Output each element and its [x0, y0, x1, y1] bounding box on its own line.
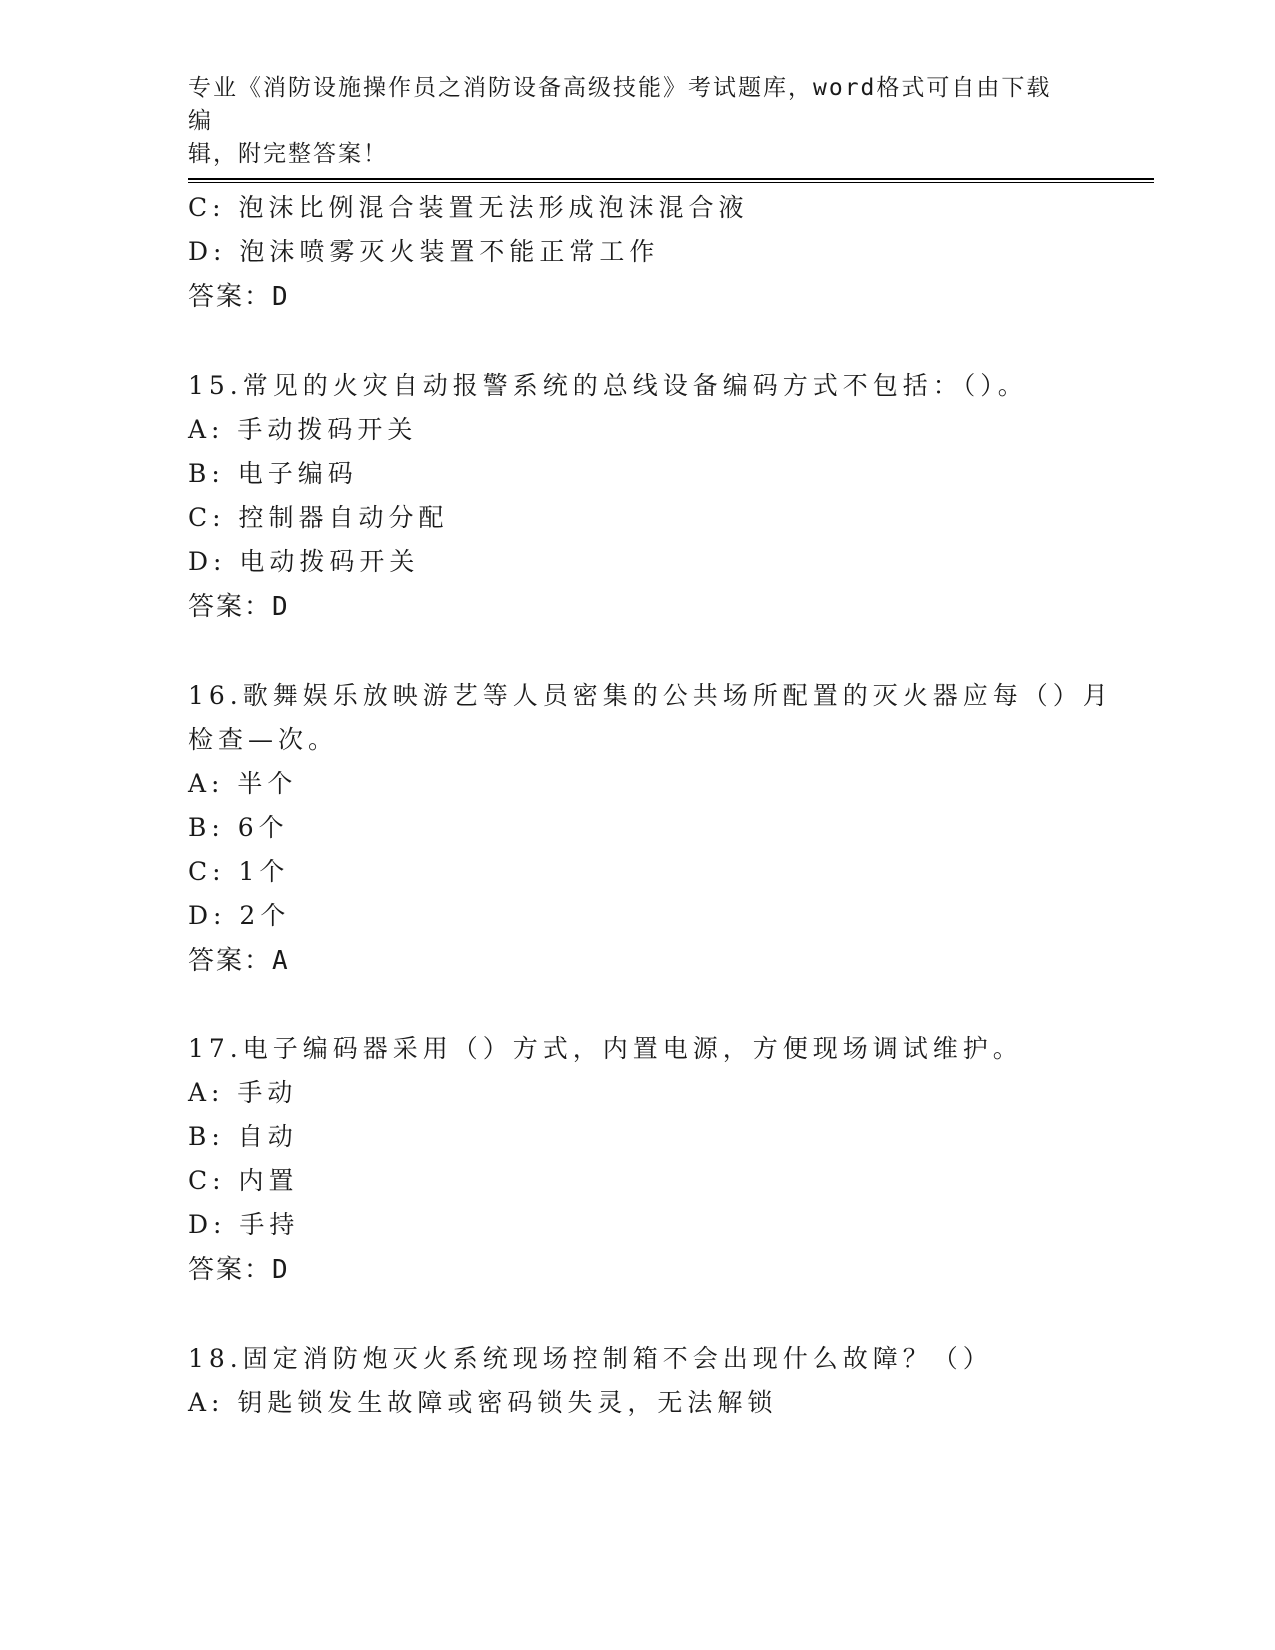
question-17-answer	[188, 1254, 290, 1286]
answer-value: D	[272, 1255, 290, 1285]
answer-value: A	[272, 946, 290, 976]
question-17-option-c: C: 内置	[188, 1166, 299, 1195]
question-16-option-a: A: 半个	[188, 769, 298, 798]
question-16-option-d: D: 2个	[188, 901, 291, 930]
question-15-answer	[188, 591, 290, 623]
question-16-stem-line-2: 检查—次。	[188, 725, 339, 754]
header-line-2: 辑，附完整答案！	[188, 141, 388, 167]
question-17-stem: 17.电子编码器采用（）方式，内置电源，方便现场调试维护。	[188, 1034, 1023, 1063]
header-divider-thick	[188, 178, 1154, 180]
question-17-option-d: D: 手持	[188, 1210, 300, 1239]
answer-label: 答案：	[188, 282, 273, 312]
question-18-option-a: A: 钥匙锁发生故障或密码锁失灵，无法解锁	[188, 1388, 778, 1417]
header-line-1: 专业《消防设施操作员之消防设备高级技能》考试题库，word格式可自由下载编	[188, 75, 1052, 134]
header-divider-thin	[188, 182, 1154, 183]
prev-option-c: C: 泡沫比例混合装置无法形成泡沫混合液	[188, 193, 749, 222]
answer-value: D	[272, 592, 290, 622]
question-17-option-a: A: 手动	[188, 1078, 298, 1107]
prev-option-d: D: 泡沫喷雾灭火装置不能正常工作	[188, 237, 660, 266]
question-15-option-a: A: 手动拨码开关	[188, 415, 418, 444]
answer-label: 答案：	[188, 1255, 273, 1285]
question-16-stem-line-1: 16.歌舞娱乐放映游艺等人员密集的公共场所配置的灭火器应每（）月	[188, 681, 1113, 710]
question-15-option-c: C: 控制器自动分配	[188, 503, 449, 532]
question-16-option-b: B: 6个	[188, 813, 289, 842]
answer-value: D	[272, 282, 290, 312]
question-16-option-c: C: 1个	[188, 857, 290, 886]
prev-answer	[188, 281, 290, 313]
question-18-stem: 18.固定消防炮灭火系统现场控制箱不会出现什么故障？（）	[188, 1344, 993, 1373]
document-header	[188, 72, 1068, 171]
question-16-answer	[188, 945, 290, 977]
answer-label: 答案：	[188, 592, 273, 622]
question-15-option-b: B: 电子编码	[188, 459, 358, 488]
question-15-option-d: D: 电动拨码开关	[188, 547, 420, 576]
question-17-option-b: B: 自动	[188, 1122, 298, 1151]
question-15-stem: 15.常见的火灾自动报警系统的总线设备编码方式不包括：（）。	[188, 371, 1028, 400]
answer-label: 答案：	[188, 946, 273, 976]
